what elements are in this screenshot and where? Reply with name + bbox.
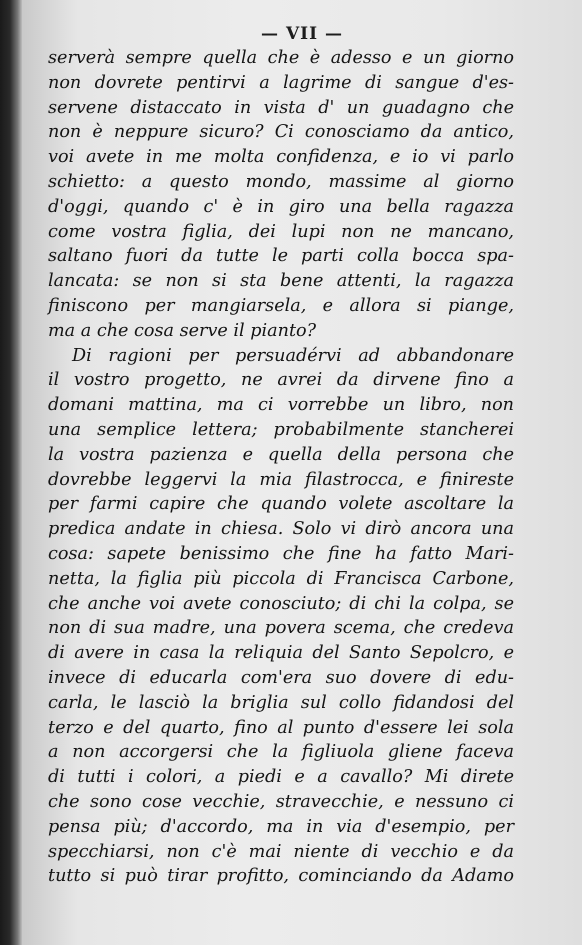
text-line: di tutti i colori, a piedi e a cavallo? Mi direte xyxy=(48,767,514,788)
text-line: netta, la figlia più piccola di Francisca Carbone, xyxy=(48,568,514,589)
text-line: non di sua madre, una povera scema, che credeva xyxy=(48,618,514,639)
text-line: pensa più; d'accordo, ma in via d'esempio, per xyxy=(48,816,514,837)
text-line: servene distaccato in vista d' un guadagno che xyxy=(48,97,514,118)
text-line: come vostra figlia, dei lupi non ne mancano, xyxy=(48,221,514,242)
text-line: specchiarsi, non c'è mai niente di vecchio e da xyxy=(48,841,514,862)
text-line: non è neppure sicuro? Ci conosciamo da antico, xyxy=(48,122,514,143)
text-line: per farmi capire che quando volete ascoltare la xyxy=(48,494,514,515)
text-line: finiscono per mangiarsela, e allora si piange, xyxy=(48,295,514,316)
text-line: predica andate in chiesa. Solo vi dirò ancora una xyxy=(48,519,514,540)
paragraph-start-line: Di ragioni per persuadérvi ad abbandonare xyxy=(72,345,514,366)
text-line: invece di educarla com'era suo dovere di edu- xyxy=(48,667,514,688)
text-line: saltano fuori da tutte le parti colla bocca spa- xyxy=(48,246,514,267)
text-line: d'oggi, quando c' è in giro una bella ragazza xyxy=(48,196,514,217)
page-number: — VII — xyxy=(261,24,343,44)
text-line: il vostro progetto, ne avrei da dirvene fino a xyxy=(48,370,514,391)
text-line: che anche voi avete conosciuto; di chi la colpa, se xyxy=(48,593,514,614)
text-line: a non accorgersi che la figliuola gliene faceva xyxy=(48,742,514,763)
text-line: domani mattina, ma ci vorrebbe un libro, non xyxy=(48,395,514,416)
book-page xyxy=(22,0,582,945)
text-line: tutto si può tirar profitto, cominciando da Adamo xyxy=(48,866,514,887)
text-line: voi avete in me molta confidenza, e io vi parlo xyxy=(48,147,514,168)
text-line: schietto: a questo mondo, massime al giorno xyxy=(48,171,514,192)
text-line: serverà sempre quella che è adesso e un giorno xyxy=(48,48,514,68)
book-spine-shadow xyxy=(0,0,22,945)
text-line: una semplice lettera; probabilmente stancherei xyxy=(48,419,514,440)
paragraph-end-line: ma a che cosa serve il pianto? xyxy=(48,320,317,341)
body-text xyxy=(48,46,514,889)
text-line: di avere in casa la reliquia del Santo Sepolcro, e xyxy=(48,643,514,664)
text-line: cosa: sapete benissimo che fine ha fatto Mari- xyxy=(48,543,514,564)
text-line: non dovrete pentirvi a lagrime di sangue d'es- xyxy=(48,72,514,93)
text-line: la vostra pazienza e quella della persona che xyxy=(48,444,514,465)
text-line: terzo e del quarto, fino al punto d'essere lei sola xyxy=(48,717,514,738)
text-line: dovrebbe leggervi la mia filastrocca, e finireste xyxy=(48,469,514,490)
text-line: che sono cose vecchie, stravecchie, e nessuno ci xyxy=(48,791,514,812)
text-line: lancata: se non si sta bene attenti, la ragazza xyxy=(48,271,514,292)
text-line: carla, le lasciò la briglia sul collo fidandosi del xyxy=(48,692,514,713)
